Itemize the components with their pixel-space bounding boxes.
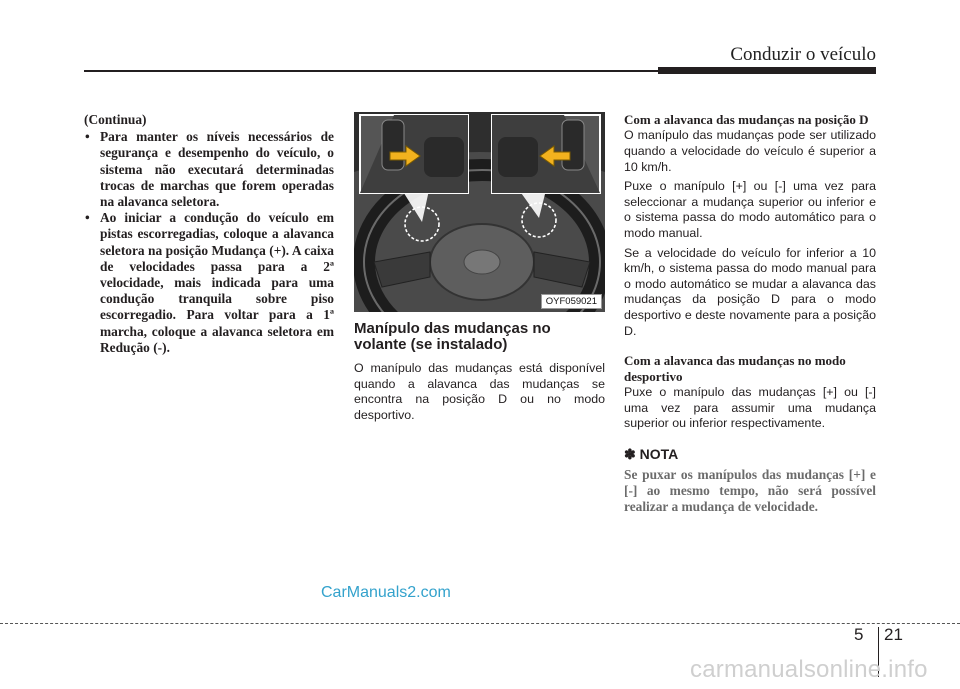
watermark-link[interactable]: CarManuals2.com — [321, 584, 451, 601]
subheading-sport-mode: Com a alavanca das mudanças no modo desportivo — [624, 353, 846, 384]
continued-label: (Continua) — [84, 112, 147, 127]
subheading-position-d: Com a alavanca das mudanças na posição D — [624, 112, 869, 127]
paragraph: O manípulo das mudanças pode ser utilizado quando a velocidade do veículo é superior a 10 km/h. — [624, 128, 876, 174]
figure-code: OYF059021 — [541, 294, 602, 309]
bullet-item: • Para manter os níveis necessários de segurança e desempenho do veículo, o sistema não executará determinadas trocas de marchas que forem operadas na alavanca seletora. — [84, 129, 334, 210]
page-number: 21 — [884, 625, 903, 644]
header-rule-thin — [84, 70, 658, 72]
bullet-list — [84, 129, 334, 356]
footer-divider — [0, 623, 960, 624]
left-column — [84, 112, 334, 356]
section-number: 5 — [854, 625, 864, 644]
header-rule-thick — [658, 67, 876, 74]
paragraph: Se a velocidade do veículo for inferior a 10 km/h, o sistema passa do modo manual para o modo automático se mudar a alavanca das mudanças da posição D para o modo desportivo e deste novamente para a posição D. — [624, 245, 876, 338]
section-paragraph: O manípulo das mudanças está disponível quando a alavanca das mudanças se encontra na posição D ou no modo desportivo. — [354, 361, 605, 422]
page-header-title: Conduzir o veículo — [730, 44, 876, 65]
section-title: Manípulo das mudanças no volante (se instalado) — [354, 320, 551, 353]
paragraph: Puxe o manípulo [+] ou [-] uma vez para seleccionar a mudança superior ou inferior e o sistema passa do modo automático para o modo manual. — [624, 179, 876, 240]
steering-wheel-figure — [354, 112, 605, 312]
footer-site-watermark: carmanualsonline.info — [690, 656, 928, 683]
note-title: ✽ NOTA — [624, 445, 679, 462]
right-column — [624, 112, 876, 515]
steering-wheel-illustration — [354, 112, 605, 312]
middle-column — [354, 112, 605, 423]
paragraph: Puxe o manípulo das mudanças [+] ou [-] uma vez para assumir uma mudança superior ou inferior respectivamente. — [624, 384, 876, 431]
note-body: Se puxar os manípulos das mudanças [+] e [-] ao mesmo tempo, não será possível realizar a mudança de velocidade. — [624, 466, 876, 515]
bullet-item: • Ao iniciar a condução do veículo em pistas escorregadias, coloque a alavanca seletora na posição Mudança (+). A caixa de velocidades passa para a 2ª velocidade, mais indicada para uma condução tranquila sobre piso escorregadio. Para voltar para a 1ª marcha, coloque a alavanca seletora em Redução (-). — [84, 210, 334, 356]
